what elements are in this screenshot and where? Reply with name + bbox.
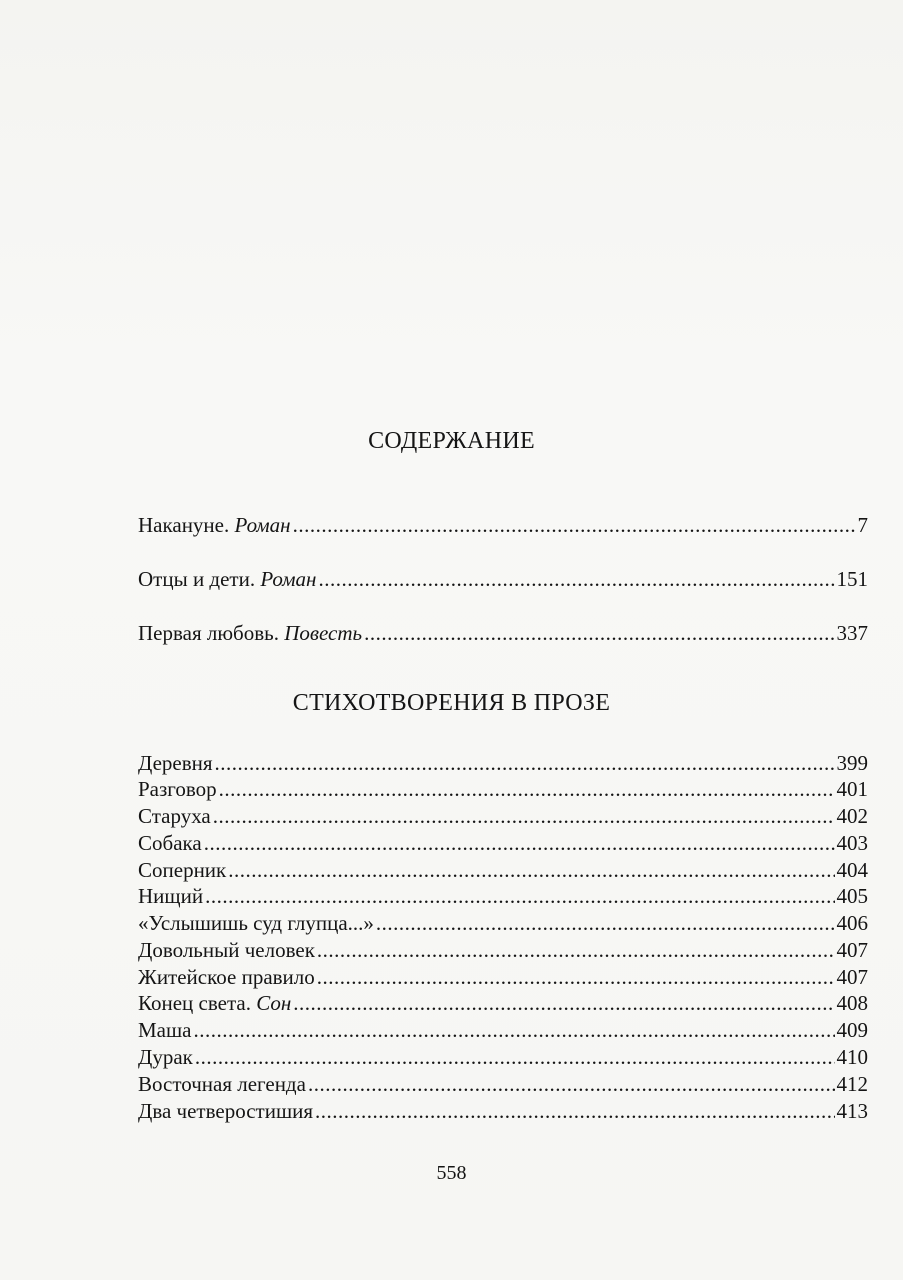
toc-entry <box>138 990 868 1016</box>
leader-dots <box>205 883 834 909</box>
toc-entry-page: 404 <box>836 858 868 882</box>
toc-entry-page: 402 <box>836 804 868 828</box>
toc-entry-page: 410 <box>836 1045 868 1069</box>
toc-entry-title: Соперник <box>138 858 227 882</box>
toc-entry-page: 405 <box>836 884 868 908</box>
toc-entry-page: 399 <box>836 751 868 775</box>
toc-entry <box>138 1044 868 1070</box>
toc-entry <box>138 512 868 538</box>
leader-dots <box>204 830 835 856</box>
toc-entry <box>138 964 868 990</box>
toc-entry-title: «Услышишь суд глупца...» <box>138 911 374 935</box>
toc-entry-page: 151 <box>836 567 868 591</box>
toc-entry <box>138 1071 868 1097</box>
toc-entry-title: Два четверостишия <box>138 1099 314 1123</box>
toc-entry-page: 408 <box>836 991 868 1015</box>
toc-entry-page: 407 <box>836 965 868 989</box>
toc-entry-title: Восточная легенда <box>138 1072 306 1096</box>
toc-entry-title: Первая любовь. Повесть <box>138 621 363 645</box>
leader-dots <box>318 566 834 592</box>
leader-dots <box>315 1098 834 1124</box>
toc-entry <box>138 776 868 802</box>
toc-entry-page: 409 <box>836 1018 868 1042</box>
toc-entry-title: Дурак <box>138 1045 193 1069</box>
toc-entry-page: 413 <box>836 1099 868 1123</box>
toc-entry-page: 406 <box>836 911 868 935</box>
toc-entry-title: Маша <box>138 1018 192 1042</box>
toc-entry-title: Отцы и дети. Роман <box>138 567 317 591</box>
toc-entry-genre: Роман <box>260 567 317 591</box>
leader-dots <box>228 857 834 883</box>
toc-entry-page: 337 <box>836 621 868 645</box>
toc-entry-genre: Повесть <box>284 621 363 645</box>
leader-dots <box>195 1044 835 1070</box>
leader-dots <box>364 620 834 646</box>
toc-entry-page: 407 <box>836 938 868 962</box>
leader-dots <box>193 1017 834 1043</box>
toc-entry-title: Собака <box>138 831 202 855</box>
leader-dots <box>293 990 834 1016</box>
toc-entry-page: 412 <box>836 1072 868 1096</box>
toc-entry <box>138 1098 868 1124</box>
toc-entry-genre: Сон <box>256 991 292 1015</box>
toc-entry-page: 401 <box>836 777 868 801</box>
toc-entry-title: Нищий <box>138 884 204 908</box>
toc-entry-page: 403 <box>836 831 868 855</box>
toc-entry-page: 7 <box>857 513 868 537</box>
poems-heading: СТИХОТВОРЕНИЯ В ПРОЗЕ <box>292 690 611 716</box>
toc-entry <box>138 566 868 592</box>
toc-entry-title: Житейское правило <box>138 965 315 989</box>
toc-entry-title: Старуха <box>138 804 211 828</box>
toc-entry <box>138 750 868 776</box>
toc-entry <box>138 910 868 936</box>
toc-entry <box>138 1017 868 1043</box>
toc-entry-title: Накануне. Роман <box>138 513 291 537</box>
toc-entry-title: Разговор <box>138 777 217 801</box>
toc-entry-genre: Роман <box>234 513 291 537</box>
contents-heading: СОДЕРЖАНИЕ <box>368 428 535 454</box>
toc-entry <box>138 857 868 883</box>
leader-dots <box>215 750 835 776</box>
toc-entry <box>138 937 868 963</box>
leader-dots <box>317 964 835 990</box>
page-number: 558 <box>436 1162 467 1184</box>
toc-entry-title: Конец света. Сон <box>138 991 292 1015</box>
toc-entry <box>138 883 868 909</box>
toc-entry-title: Деревня <box>138 751 213 775</box>
leader-dots <box>213 803 835 829</box>
toc-entry-title: Довольный человек <box>138 938 315 962</box>
toc-entry <box>138 830 868 856</box>
toc-entry <box>138 803 868 829</box>
leader-dots <box>293 512 856 538</box>
leader-dots <box>219 776 835 802</box>
leader-dots <box>376 910 835 936</box>
leader-dots <box>317 937 835 963</box>
toc-entry <box>138 620 868 646</box>
leader-dots <box>308 1071 835 1097</box>
